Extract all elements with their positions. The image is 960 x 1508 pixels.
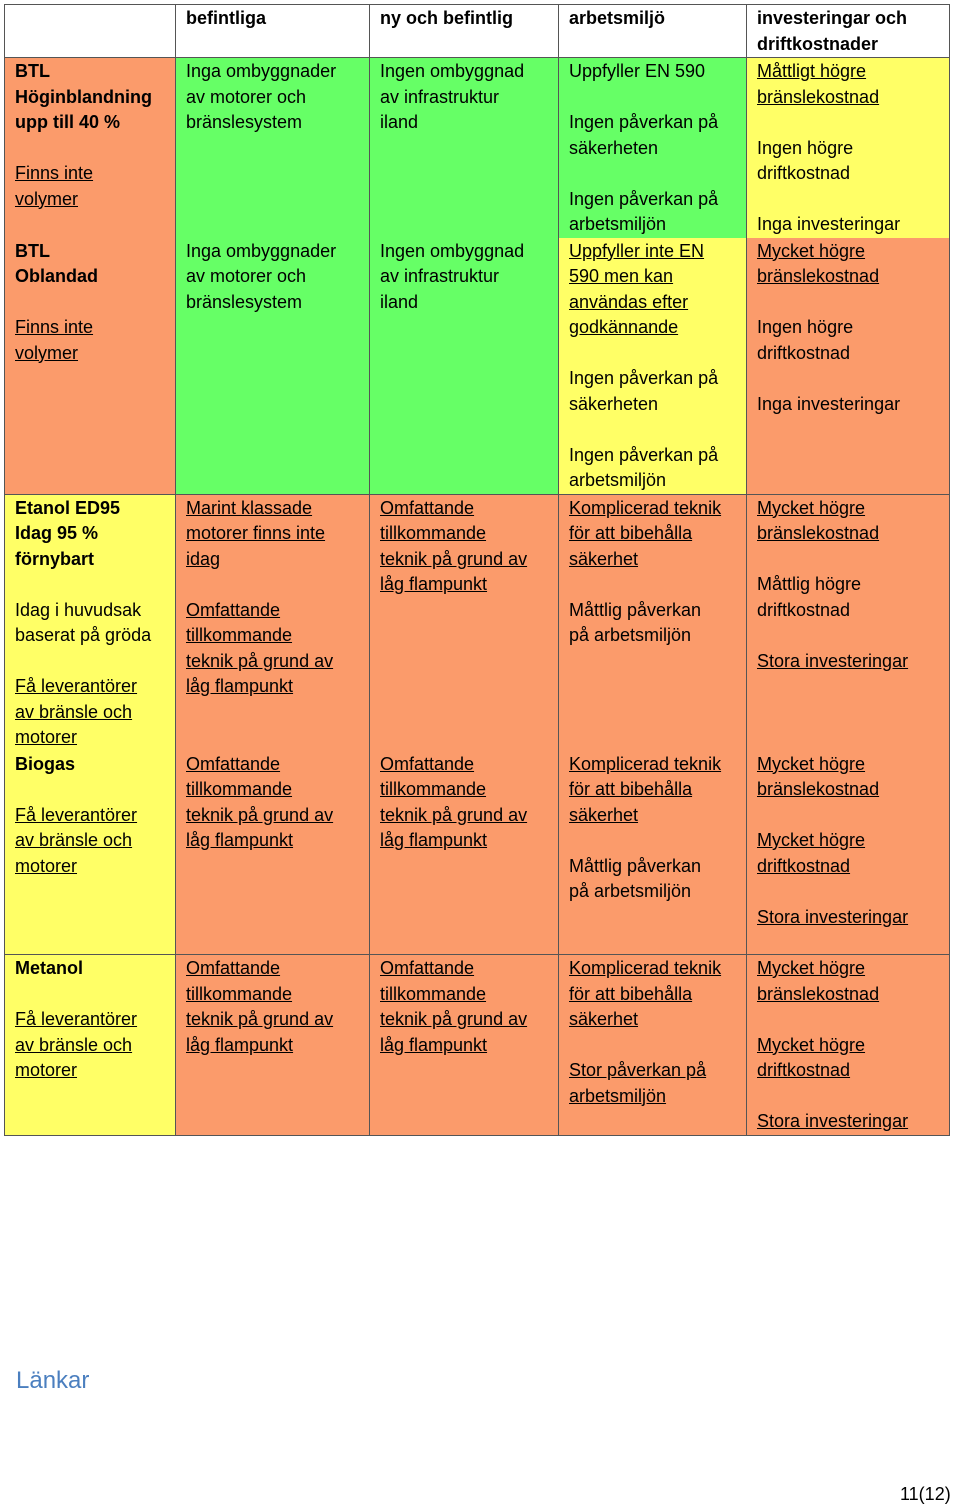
text-line: tillkommande <box>186 625 293 645</box>
text-line: Ingen ombyggnad <box>380 240 525 261</box>
fuel-note-line: Idag i huvudsak <box>15 599 142 620</box>
existing-cell <box>176 494 370 751</box>
links-heading: Länkar <box>16 1367 90 1394</box>
header-cell-fuel <box>5 5 176 58</box>
fuel-title-line: Etanol ED95 <box>15 497 121 518</box>
text-line: teknik på grund av <box>186 1009 334 1029</box>
new-existing-cell <box>370 494 559 751</box>
text-line: tillkommande <box>186 983 293 1004</box>
text-line: motorer finns inte <box>186 523 326 543</box>
fuel-cell <box>5 751 176 955</box>
text-line: Måttlig högre <box>757 574 862 594</box>
text-line: låg flampunkt <box>380 574 488 594</box>
text-line: på arbetsmiljön <box>569 625 692 645</box>
text-line: Mycket högre <box>757 497 866 518</box>
text-line: låg flampunkt <box>186 830 294 850</box>
work-environment-cell <box>559 751 747 955</box>
text-line: teknik på grund av <box>380 804 528 825</box>
text-line: tillkommande <box>380 983 487 1004</box>
existing-cell <box>176 955 370 1136</box>
text-line: godkännande <box>569 317 679 337</box>
text-line: säkerheten <box>569 137 659 158</box>
fuel-title-line: upp till 40 % <box>15 112 121 132</box>
new-existing-cell <box>370 58 559 238</box>
header-cell-work-environment: arbetsmiljö <box>559 5 747 58</box>
text-line: Omfattande <box>380 958 475 978</box>
text-line: säkerhet <box>569 1009 639 1029</box>
investment-cell <box>747 238 950 495</box>
text-line: av motorer och <box>186 86 307 107</box>
text-line: Inga ombyggnader <box>186 61 337 81</box>
fuel-note-line: av bränsle och <box>15 830 133 850</box>
text-line: av infrastruktur <box>380 86 500 107</box>
table-row <box>5 58 950 238</box>
text-line: tillkommande <box>380 779 487 799</box>
text-line: Uppfyller inte EN <box>569 240 705 261</box>
text-line: bränslekostnad <box>757 86 880 107</box>
header-cell-new-existing: ny och befintlig <box>370 5 559 58</box>
fuel-title-line: Biogas <box>15 753 76 774</box>
text-line: Ingen högre <box>757 137 854 158</box>
text-line: tillkommande <box>380 523 487 543</box>
text-line: Mycket högre <box>757 240 866 261</box>
text-line: Måttlig påverkan <box>569 599 702 620</box>
text-line: låg flampunkt <box>186 676 294 696</box>
text-line: Mycket högre <box>757 958 866 978</box>
fuel-note-line: Finns inte <box>15 163 94 183</box>
text-line: tillkommande <box>186 779 293 799</box>
text-line: Ingen påverkan på <box>569 188 719 209</box>
existing-cell <box>176 58 370 238</box>
text-line: Omfattande <box>186 753 281 774</box>
fuel-title-line: Metanol <box>15 958 84 978</box>
text-line: driftkostnad <box>757 342 851 363</box>
text-line: iland <box>380 291 419 312</box>
fuel-cell <box>5 238 176 495</box>
table-row <box>5 751 950 955</box>
page-number: 11(12) <box>900 1484 951 1504</box>
text-line: Stora investeringar <box>757 650 909 671</box>
text-line: driftkostnad <box>757 163 851 183</box>
text-line: Mycket högre <box>757 830 866 850</box>
table-row <box>5 494 950 751</box>
fuel-note-line: volymer <box>15 188 79 209</box>
text-line: driftkostnad <box>757 855 851 876</box>
text-line: iland <box>380 112 419 132</box>
fuel-note-line: motorer <box>15 727 78 747</box>
work-environment-cell <box>559 955 747 1136</box>
text-line: bränslesystem <box>186 291 303 312</box>
text-line: teknik på grund av <box>186 650 334 671</box>
text-line: Marint klassade <box>186 497 313 518</box>
existing-cell <box>176 751 370 955</box>
text-line: Inga investeringar <box>757 214 901 234</box>
fuel-note-line: av bränsle och <box>15 1034 133 1055</box>
text-line: Omfattande <box>186 958 281 978</box>
text-line: arbetsmiljön <box>569 214 667 234</box>
fuel-note-line: motorer <box>15 1060 78 1080</box>
text-line: låg flampunkt <box>186 1034 294 1055</box>
table-header-row <box>5 5 950 58</box>
text-line: teknik på grund av <box>380 1009 528 1029</box>
text-line: Ingen påverkan på <box>569 444 719 465</box>
text-line: för att bibehålla <box>569 779 693 799</box>
header-cell-investment: investeringar och driftkostnader <box>747 5 950 58</box>
text-line: Komplicerad teknik <box>569 497 722 518</box>
text-line: på arbetsmiljön <box>569 881 692 901</box>
text-line: 590 men kan <box>569 266 674 286</box>
text-line: användas efter <box>569 291 689 312</box>
text-line: av infrastruktur <box>380 266 500 286</box>
fuel-note-line: Få leverantörer <box>15 1009 138 1029</box>
text-line: Komplicerad teknik <box>569 958 722 978</box>
text-line: Uppfyller EN 590 <box>569 61 706 81</box>
text-line: för att bibehålla <box>569 523 693 543</box>
new-existing-cell <box>370 751 559 955</box>
text-line: Ingen påverkan på <box>569 112 719 132</box>
text-line: Ingen ombyggnad <box>380 61 525 81</box>
fuel-note-line: Få leverantörer <box>15 804 138 825</box>
text-line: teknik på grund av <box>380 548 528 569</box>
text-line: Stora investeringar <box>757 906 909 927</box>
fuel-title-line: BTL <box>15 61 50 81</box>
text-line: Mycket högre <box>757 1034 866 1055</box>
text-line: teknik på grund av <box>186 804 334 825</box>
text-line: Stor påverkan på <box>569 1060 707 1080</box>
text-line: säkerhet <box>569 548 639 569</box>
fuel-note-line: baserat på gröda <box>15 625 152 645</box>
table-row <box>5 955 950 1136</box>
text-line: säkerhet <box>569 804 639 825</box>
fuel-cell <box>5 955 176 1136</box>
text-line: Komplicerad teknik <box>569 753 722 774</box>
text-line: Stora investeringar <box>757 1111 909 1131</box>
text-line: Ingen påverkan på <box>569 368 719 388</box>
text-line: Ingen högre <box>757 317 854 337</box>
text-line: Mycket högre <box>757 753 866 774</box>
new-existing-cell <box>370 955 559 1136</box>
text-line: Omfattande <box>186 599 281 620</box>
header-cell-existing: befintliga <box>176 5 370 58</box>
text-line: arbetsmiljön <box>569 1085 667 1106</box>
text-line: säkerheten <box>569 393 659 414</box>
fuel-note-line: motorer <box>15 855 78 876</box>
work-environment-cell <box>559 238 747 495</box>
fuel-note-line: volymer <box>15 342 79 363</box>
fuel-note-line: Få leverantörer <box>15 676 138 696</box>
text-line: bränslekostnad <box>757 983 880 1004</box>
fuel-title-line: Idag 95 % <box>15 523 99 543</box>
text-line: för att bibehålla <box>569 983 693 1004</box>
new-existing-cell <box>370 238 559 495</box>
text-line: idag <box>186 548 221 569</box>
text-line: Omfattande <box>380 753 475 774</box>
fuel-note-line: Finns inte <box>15 317 94 337</box>
text-line: Omfattande <box>380 497 475 518</box>
investment-cell <box>747 955 950 1136</box>
work-environment-cell <box>559 58 747 238</box>
text-line: låg flampunkt <box>380 1034 488 1055</box>
text-line: driftkostnad <box>757 599 851 620</box>
investment-cell <box>747 58 950 238</box>
fuel-title-line: Oblandad <box>15 266 99 286</box>
fuel-title-line: förnybart <box>15 548 95 569</box>
fuel-cell <box>5 58 176 238</box>
text-line: bränslekostnad <box>757 523 880 543</box>
fuel-cell <box>5 494 176 751</box>
investment-cell <box>747 751 950 955</box>
text-line: bränslekostnad <box>757 779 880 799</box>
text-line: Inga ombyggnader <box>186 240 337 261</box>
investment-cell <box>747 494 950 751</box>
text-line: driftkostnad <box>757 1060 851 1080</box>
text-line: Måttligt högre <box>757 61 867 81</box>
existing-cell <box>176 238 370 495</box>
text-line: arbetsmiljön <box>569 470 667 490</box>
text-line: av motorer och <box>186 266 307 286</box>
text-line: låg flampunkt <box>380 830 488 850</box>
fuel-note-line: av bränsle och <box>15 701 133 722</box>
table-row <box>5 238 950 495</box>
text-line: Måttlig påverkan <box>569 855 702 876</box>
fuel-title-line: BTL <box>15 240 50 261</box>
fuel-comparison-table <box>4 4 950 1136</box>
work-environment-cell <box>559 494 747 751</box>
text-line: bränslesystem <box>186 112 303 132</box>
fuel-title-line: Höginblandning <box>15 86 152 107</box>
text-line: bränslekostnad <box>757 266 880 286</box>
text-line: Inga investeringar <box>757 393 901 414</box>
